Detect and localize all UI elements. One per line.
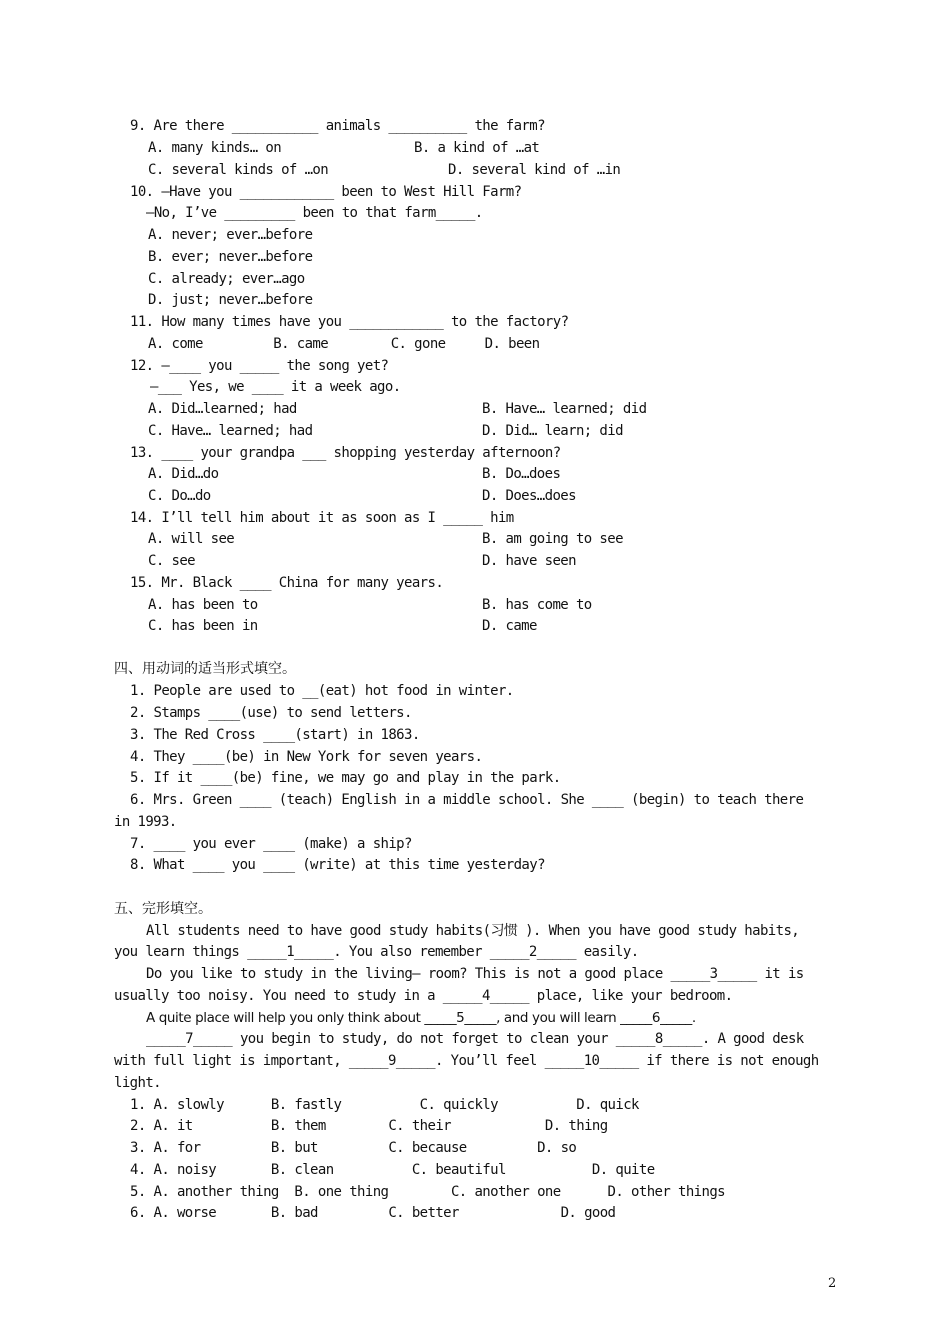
q11-options: A. come B. came C. gone D. been xyxy=(148,336,540,352)
section-4-title: 四、用动词的适当形式填空。 xyxy=(114,661,296,677)
verb-item: 6. Mrs. Green ____ (teach) English in a middle school. She ____ (begin) to teach there xyxy=(130,792,804,808)
q14-stem: 14. I’ll tell him about it as soon as I _____ him xyxy=(130,510,514,526)
verb-item: 3. The Red Cross ____(start) in 1863. xyxy=(130,727,420,743)
cloze-passage-line: light. xyxy=(114,1075,161,1091)
q13-option-d: D. Does…does xyxy=(482,488,576,504)
q15-option-c: C. has been in xyxy=(148,618,258,634)
q14-option-b: B. am going to see xyxy=(482,531,623,547)
cloze-passage-line: you learn things _____1_____. You also remember _____2_____ easily. xyxy=(114,944,639,960)
q12-option-a: A. Did…learned; had xyxy=(148,401,297,417)
q11-stem: 11. How many times have you ____________ to the factory? xyxy=(130,314,569,330)
cloze-option-row: 5. A. another thing B. one thing C. another one D. other things xyxy=(130,1184,725,1200)
cloze-passage-line: Do you like to study in the living— room? This is not a good place _____3_____ it is xyxy=(146,966,804,982)
q15-option-b: B. has come to xyxy=(482,597,592,613)
q10-option-d: D. just; never…before xyxy=(148,292,313,308)
cloze-passage-line: All students need to have good study habits(习惯 ). When you have good study habits, xyxy=(146,923,800,939)
section-5-title: 五、完形填空。 xyxy=(114,901,212,917)
verb-item: 8. What ____ you ____ (write) at this time yesterday? xyxy=(130,857,545,873)
q14-option-d: D. have seen xyxy=(482,553,576,569)
q15-stem: 15. Mr. Black ____ China for many years. xyxy=(130,575,444,591)
cloze-passage-line: usually too noisy. You need to study in a _____4_____ place, like your bedroom. xyxy=(114,988,733,1004)
q10-option-a: A. never; ever…before xyxy=(148,227,313,243)
q13-option-b: B. Do…does xyxy=(482,466,561,482)
cloze-option-row: 2. A. it B. them C. their D. thing xyxy=(130,1118,608,1134)
q9-option-c: C. several kinds of …on xyxy=(148,162,329,178)
cloze-option-row: 4. A. noisy B. clean C. beautiful D. quite xyxy=(130,1162,655,1178)
q12-option-d: D. Did… learn; did xyxy=(482,423,623,439)
q15-option-d: D. came xyxy=(482,618,537,634)
q10-option-b: B. ever; never…before xyxy=(148,249,313,265)
q9-option-b: B. a kind of …at xyxy=(414,140,540,156)
q12-stem-reply: —___ Yes, we ____ it a week ago. xyxy=(150,379,401,395)
q13-option-a: A. Did…do xyxy=(148,466,219,482)
verb-item: 1. People are used to __(eat) hot food in winter. xyxy=(130,683,514,699)
q12-stem: 12. —____ you _____ the song yet? xyxy=(130,358,389,374)
q10-option-c: C. already; ever…ago xyxy=(148,271,305,287)
cloze-option-row: 1. A. slowly B. fastly C. quickly D. quick xyxy=(130,1097,639,1113)
q15-option-a: A. has been to xyxy=(148,597,258,613)
cloze-passage-line: A quite place will help you only think about _____5_____, and you will learn _____6_____. xyxy=(146,1010,696,1026)
cloze-passage-line: _____7_____ you begin to study, do not forget to clean your _____8_____. A good desk xyxy=(146,1031,804,1047)
q9-option-d: D. several kind of …in xyxy=(448,162,621,178)
q9-option-a: A. many kinds… on xyxy=(148,140,282,156)
q10-stem-reply: —No, I’ve _________ been to that farm_____. xyxy=(146,205,483,221)
q13-stem: 13. ____ your grandpa ___ shopping yesterday afternoon? xyxy=(130,445,561,461)
page-number: 2 xyxy=(828,1276,837,1291)
q14-option-c: C. see xyxy=(148,553,195,569)
q13-option-c: C. Do…do xyxy=(148,488,211,504)
q14-option-a: A. will see xyxy=(148,531,235,547)
verb-item-continued: in 1993. xyxy=(114,814,177,830)
cloze-passage-line: with full light is important, _____9_____. You’ll feel _____10_____ if there is not enough xyxy=(114,1053,819,1069)
cloze-option-row: 6. A. worse B. bad C. better D. good xyxy=(130,1205,616,1221)
q10-stem: 10. —Have you ____________ been to West Hill Farm? xyxy=(130,184,522,200)
verb-item: 7. ____ you ever ____ (make) a ship? xyxy=(130,836,412,852)
q12-option-b: B. Have… learned; did xyxy=(482,401,647,417)
verb-item: 2. Stamps ____(use) to send letters. xyxy=(130,705,412,721)
q9-stem: 9. Are there ___________ animals __________ the farm? xyxy=(130,118,545,134)
q12-option-c: C. Have… learned; had xyxy=(148,423,313,439)
verb-item: 4. They ____(be) in New York for seven years. xyxy=(130,749,483,765)
verb-item: 5. If it ____(be) fine, we may go and play in the park. xyxy=(130,770,561,786)
cloze-option-row: 3. A. for B. but C. because D. so xyxy=(130,1140,577,1156)
